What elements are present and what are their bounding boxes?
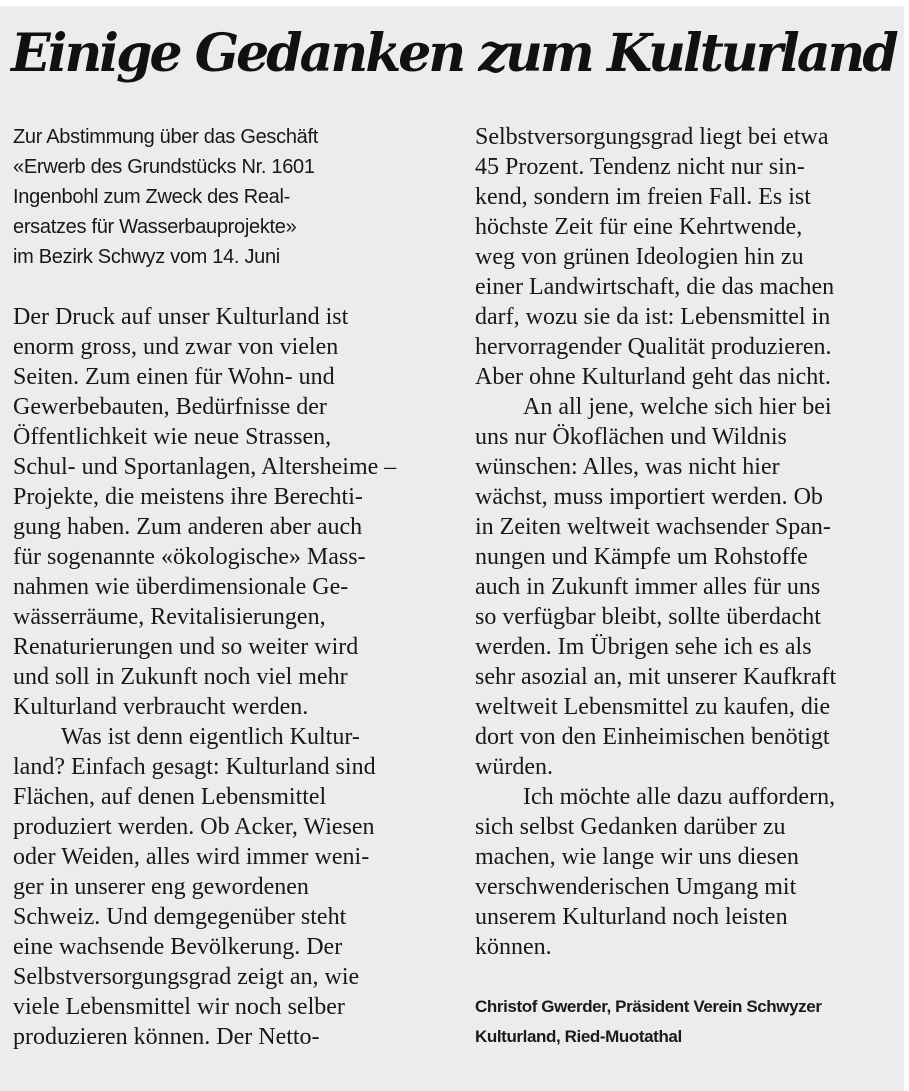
body-line: würden.: [475, 754, 553, 780]
paragraph-gap: [475, 962, 895, 992]
body-line: werden. Im Übrigen sehe ich es als: [475, 634, 812, 660]
body-line: weltweit Lebensmittel zu kaufen, die: [475, 694, 831, 720]
body-line: darf, wozu sie da ist: Lebensmittel in: [475, 304, 831, 330]
body-line: gung haben. Zum anderen aber auch: [13, 514, 363, 540]
body-line: Schul- und Sportanlagen, Altersheime –: [13, 454, 397, 480]
body-line: Was ist denn eigentlich Kultur-: [61, 724, 360, 750]
body-line: Renaturierungen und so weiter wird: [13, 634, 359, 660]
author-signature: Kulturland, Ried-Muotathal: [475, 1027, 682, 1046]
body-line: kend, sondern im freien Fall. Es ist: [475, 184, 811, 210]
body-line: Gewerbebauten, Bedürfnisse der: [13, 394, 327, 420]
body-line: einer Landwirtschaft, die das machen: [475, 274, 835, 300]
body-line: unserem Kulturland noch leisten: [475, 904, 788, 930]
body-line: nungen und Kämpfe um Rohstoffe: [475, 544, 808, 570]
body-line: Schweiz. Und demgegenüber steht: [13, 904, 347, 930]
article-column-left: [13, 122, 453, 1052]
intro-line: Ingenbohl zum Zweck des Real-: [13, 186, 290, 208]
newspaper-article: [0, 6, 904, 1091]
body-line: land? Einfach gesagt: Kulturland sind: [13, 754, 376, 780]
intro-line: Zur Abstimmung über das Geschäft: [13, 126, 318, 148]
article-headline: Einige Gedanken zum Kulturland: [11, 23, 896, 84]
body-line: Kulturland verbraucht werden.: [13, 694, 309, 720]
body-line: hervorragender Qualität produzieren.: [475, 334, 832, 360]
intro-line: «Erwerb des Grundstücks Nr. 1601: [13, 156, 315, 178]
body-line: weg von grünen Ideologien hin zu: [475, 244, 804, 270]
body-line: für sogenannte «ökologische» Mass-: [13, 544, 366, 570]
body-line: oder Weiden, alles wird immer weni-: [13, 844, 370, 870]
body-line: produziert werden. Ob Acker, Wiesen: [13, 814, 375, 840]
body-line: wässerräume, Revitalisierungen,: [13, 604, 326, 630]
body-line: viele Lebensmittel wir noch selber: [13, 994, 345, 1020]
body-line: enorm gross, und zwar von vielen: [13, 334, 339, 360]
author-signature: Christof Gwerder, Präsident Verein Schwyzer: [475, 997, 822, 1016]
body-line: verschwenderischen Umgang mit: [475, 874, 797, 900]
body-line: 45 Prozent. Tendenz nicht nur sin-: [475, 154, 805, 180]
paragraph-gap: [13, 272, 453, 302]
body-line: Der Druck auf unser Kulturland ist: [13, 304, 349, 330]
body-line: ger in unserer eng gewordenen: [13, 874, 309, 900]
body-line: Projekte, die meistens ihre Berechti-: [13, 484, 363, 510]
intro-line: im Bezirk Schwyz vom 14. Juni: [13, 246, 280, 268]
body-line: uns nur Ökoflächen und Wildnis: [475, 424, 787, 450]
body-line: sehr asozial an, mit unserer Kaufkraft: [475, 664, 837, 690]
body-line: höchste Zeit für eine Kehrtwende,: [475, 214, 803, 240]
body-line: Aber ohne Kulturland geht das nicht.: [475, 364, 831, 390]
body-line: Seiten. Zum einen für Wohn- und: [13, 364, 335, 390]
body-line: eine wachsende Bevölkerung. Der: [13, 934, 343, 960]
body-line: machen, wie lange wir uns diesen: [475, 844, 799, 870]
body-line: auch in Zukunft immer alles für uns: [475, 574, 821, 600]
article-column-right: [475, 122, 895, 1052]
body-line: Ich möchte alle dazu auffordern,: [523, 784, 836, 810]
body-line: wächst, muss importiert werden. Ob: [475, 484, 823, 510]
body-line: dort von den Einheimischen benötigt: [475, 724, 830, 750]
body-line: können.: [475, 934, 552, 960]
body-line: so verfügbar bleibt, sollte überdacht: [475, 604, 821, 630]
body-line: Selbstversorgungsgrad zeigt an, wie: [13, 964, 360, 990]
body-line: Flächen, auf denen Lebensmittel: [13, 784, 327, 810]
body-line: Selbstversorgungsgrad liegt bei etwa: [475, 124, 829, 150]
body-line: produzieren können. Der Netto-: [13, 1024, 320, 1050]
body-line: nahmen wie überdimensionale Ge-: [13, 574, 349, 600]
body-line: sich selbst Gedanken darüber zu: [475, 814, 786, 840]
intro-line: ersatzes für Wasserbauprojekte»: [13, 216, 297, 238]
body-line: Öffentlichkeit wie neue Strassen,: [13, 424, 332, 450]
body-line: An all jene, welche sich hier bei: [523, 394, 832, 420]
body-line: und soll in Zukunft noch viel mehr: [13, 664, 348, 690]
body-line: wünschen: Alles, was nicht hier: [475, 454, 780, 480]
body-line: in Zeiten weltweit wachsender Span-: [475, 514, 831, 540]
